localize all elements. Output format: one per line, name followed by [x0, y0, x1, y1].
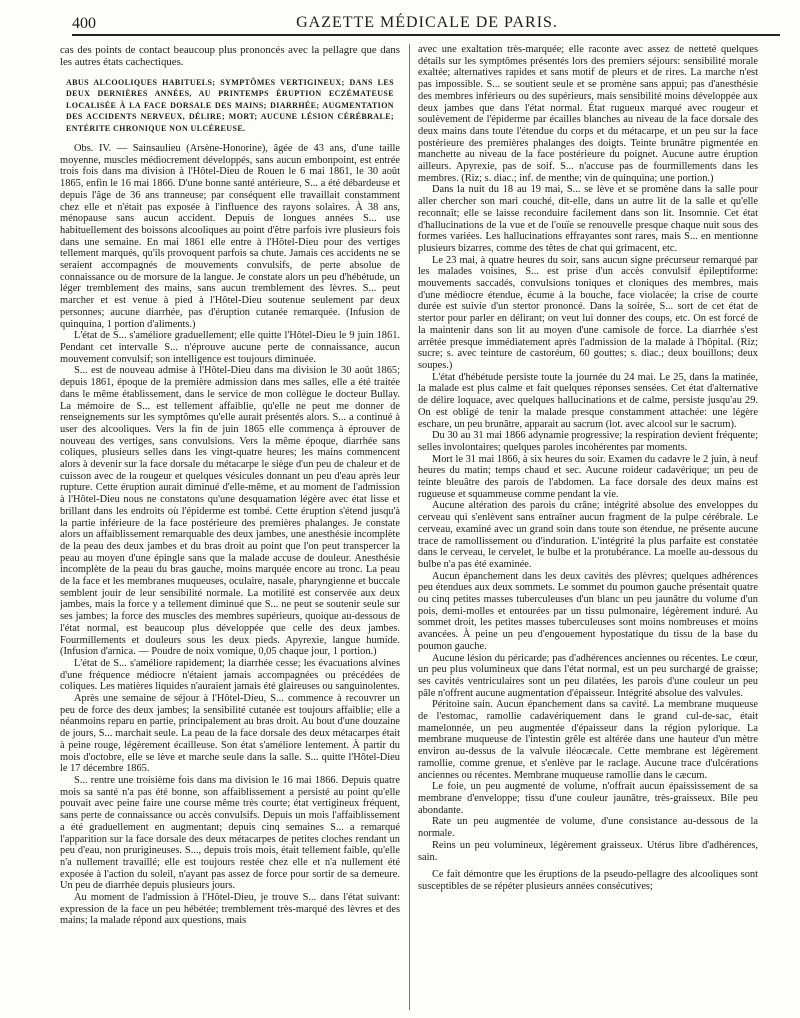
- paragraph: Obs. IV. — Sainsaulieu (Arsène-Honorine), âgée de 43 ans, d'une taille moyenne, muscles médiocrement développés, sans aucun embonpoint, est entrée trois fois dans ma division à l'Hôtel-Dieu de Rouen le 6 mai 1861, le 30 août 1865, enfin le 16 mai 1866. D'une bonne santé antérieure, S... a été débardeuse et depuis l'âge de 36 ans tranneuse; par conséquent elle travaillait constamment chez elle et n'était pas exposée à l'influence des rayons solaires. À 38 ans, ménopause sans aucun accident. Depuis de longues années S... use habituellement des boissons alcooliques au point d'être parfois ivre plusieurs fois dans une semaine. En mai 1861 elle entre à l'Hôtel-Dieu pour des vertiges tellement marqués, qu'ils provoquent parfois sa chute. Jamais ces accidents ne se seraient accompagnés de mouvements convulsifs, de perte absolue de connaissance ou de morsure de la langue. Je constate alors un peu d'hébétude, un léger tremblement des mains, sans aucun tremblement des lèvres. S... peut marcher et est venue à pied à l'Hôtel-Dieu soutenue seulement par deux personnes; aucune diarrhée, pas d'éruption cutanée remarquée. (Infusion de quinquina, 1 portion d'aliments.): [60, 143, 400, 330]
- paragraph: avec une exaltation très-marquée; elle raconte avec assez de netteté quelques détails sur les symptômes présentés lors des premiers séjours: sensibilité morale exaltée; alternatives rapides et sans motif de pleurs et de rires. La marche n'est pas impossible. S... se soutient seule et se promène sans appui; pas d'anesthésie des membres inférieurs ou des supérieurs, mais sensibilité moins développée aux deux jambes que dans l'état normal. État rugueux marqué avec rougeur et soulèvement de l'épiderme par écailles blanches au niveau de la face dorsale des deux mains dans toute l'étendue du corps et du métacarpe, et un peu sur la face postérieure des premières phalanges des doigts. Teinte brunâtre pigmentée en manchette au niveau de la face postérieure du poignet. Aucune autre éruption ailleurs. Apyrexie, pas de soif. S... n'accuse pas de fourmillements dans les membres. (Riz; s. diac.; inf. de menthe; vin de quinquina; une portion.): [418, 44, 758, 184]
- paragraph: L'état d'hébétude persiste toute la journée du 24 mai. Le 25, dans la matinée, la malade est plus calme et fait quelques réponses sensées. Cet état d'alternative de délire loquace, avec quelques hallucinations et de calme, persiste jusqu'au 29. On est obligé de tenir la malade presque constamment attachée: une légère eschare, un peu brunâtre, apparait au sacrum (lot. avec alcool sur le sacrum).: [418, 371, 758, 430]
- page-number: 400: [72, 15, 96, 32]
- paragraph: Le foie, un peu augmenté de volume, n'offrait aucun épaississement de sa membrane d'enveloppe; tissu d'une couleur jaunâtre, très-graisseux. Bile peu abondante.: [418, 781, 758, 816]
- paragraph: Aucun épanchement dans les deux cavités des plèvres; quelques adhérences peu étendues aux deux sommets. Le sommet du poumon gauche présentait quatre ou cinq petites masses tuberculeuses d'un blanc un peu jaunâtre du volume d'un pois, demi-molles et entourées par un tissu pulmonaire, légèrement induré. Au sommet droit, les petites masses tuberculeuses sont moins nombreuses et moins avancées. À peine un peu d'engouement hypostatique du tissu de la base du poumon gauche.: [418, 570, 758, 652]
- page-header: [72, 8, 782, 34]
- intro-paragraph: cas des points de contact beaucoup plus prononcés avec la pellagre que dans les autres états cachectiques.: [60, 44, 400, 68]
- paragraph: Aucune altération des parois du crâne; intégrité absolue des enveloppes du cerveau qui s'enlèvent sans entraîner aucun fragment de la pulpe cérébrale. Le cerveau, examiné avec un grand soin dans toute son étendue, ne présente aucune trace de ramollissement ou d'induration. L'intégrité la plus parfaite est constatée dans le cerveau, le cervelet, le bulbe et la protubérance. La moelle au-dessous du bulbe n'a pas été examinée.: [418, 500, 758, 570]
- left-column: [60, 44, 400, 1012]
- header-rule: [72, 34, 780, 36]
- publication-title: GAZETTE MÉDICALE DE PARIS.: [296, 14, 558, 31]
- paragraph: Le 23 mai, à quatre heures du soir, sans aucun signe précurseur remarqué par les malades voisines, S... est prise d'un accès convulsif épileptiforme: mouvements saccadés, convulsions toniques et cloniques des membres, mais d'une médiocre étendue, écume à la bouche, face violacée; la crise de courte durée est suivie d'un stertor prononcé. Dans la soirée, S... sort de cet état de stertor pour parler en délirant; on veut lui donner des coups, etc. On est forcé de la maintenir dans son lit au moyen d'une camisole de force. La diarrhée s'est arrêtée presque immédiatement après l'admission de la malade à l'hôpital. (Riz; sucre; s. avec teinture de castoréum, 60 gouttes; s. diac.; deux bouillons; deux soupes.): [418, 254, 758, 371]
- paragraph: Aucune lésion du péricarde; pas d'adhérences anciennes ou récentes. Le cœur, un peu plus volumineux que dans l'état normal, est un peu surchargé de graisse; ses cavités ventriculaires sont un peu dilatées, les parois d'une couleur un peu pâle n'offrent aucune augmentation d'épaisseur. Intégrité absolue des valvules.: [418, 652, 758, 699]
- paragraph: L'état de S... s'améliore rapidement; la diarrhée cesse; les évacuations alvines d'une fréquence médiocre n'étaient jamais accompagnées ou précédées de coliques. Les matières liquides n'auraient jamais été glaireuses ou sanguinolentes.: [60, 657, 400, 693]
- paragraph: Rate un peu augmentée de volume, d'une consistance au-dessous de la normale.: [418, 816, 758, 840]
- case-abstract: ABUS ALCOOLIQUES HABITUELS; SYMPTÔMES VERTIGINEUX; DANS LES DEUX DERNIÈRES ANNÉES, AU PRINTEMPS ÉRUPTION ECZÉMATEUSE LOCALISÉE À LA FACE DORSALE DES MAINS; DIARRHÉE; AUGMENTATION DES ACCIDENTS NERVEUX, DÉLIRE; MORT; AUCUNE LÉSION CÉRÉBRALE; ENTÉRITE CHRONIQUE NON ULCÉREUSE.: [66, 78, 394, 133]
- paragraph: Du 30 au 31 mai 1866 adynamie progressive; la respiration devient fréquente; selles involontaires; quelques paroles incohérentes par moments.: [418, 430, 758, 453]
- paragraph: Dans la nuit du 18 au 19 mai, S... se lève et se promène dans la salle pour aller chercher son mari couché, dit-elle, dans un autre lit de la salle et qu'elle reconnaît; elle se laisse reconduire facilement dans son lit. Insomnie. Cet état d'hallucinations de la vue et de l'ouïe se renouvelle presque chaque nuit sous des formes variées. Les hallucinations effrayantes sont rares, mais S... en mentionne plusieurs bizarres, comme des têtes de chat qui grimacent, etc.: [418, 184, 758, 254]
- paragraph: L'état de S... s'améliore graduellement; elle quitte l'Hôtel-Dieu le 9 juin 1861. Pendant cet intervalle S... n'éprouve aucune perte de connaissance, aucun mouvement convulsif; son intelligence est toujours diminuée.: [60, 330, 400, 365]
- paragraph: S... est de nouveau admise à l'Hôtel-Dieu dans ma division le 30 août 1865; depuis 1861, époque de la première admission dans mes salles, elle a été traitée dans le même établissement, dans le service de mon collègue le docteur Bullay. La mémoire de S... est tellement affaiblie, qu'elle ne peut me donner de renseignements sur les symptômes qu'elle aurait présentés alors. S... a continué à user des alcooliques. Vers la fin de juin 1865 elle commença à éprouver de nouveau des vertiges, sans convulsions. Vers la même époque, diarrhée sans coliques, plusieurs selles dans les vingt-quatre heures; les mains commencent alors à devenir sur la face dorsale du métacarpe le siège d'un peu de chaleur et de cuisson avec de la rougeur et quelques vésicules donnant un peu d'eau après leur rupture. Cette éruption aurait diminué d'elle-même, et au moment de l'admission à l'Hôtel-Dieu nous ne constatons qu'une desquamation légère avec état lisse et brillant dans les endroits où l'épiderme est tombé. Cette éruption s'étend jusqu'à la partie inférieure de la face postérieure des premières phalanges. Je constate alors un affaiblissement remarquable des deux jambes, une anesthésie incomplète de la peau des deux jambes et du bras droit au point que l'on peut transpercer la peau au moyen d'une épingle sans que la malade accuse de douleur. Anesthésie incomplète de la peau du bras gauche, moins marquée encore au tronc. La peau de la face et les membranes muqueuses, oculaire, nasale, pharyngienne et buccale semblent jouir de leur sensibilité normale. La motilité est conservée aux deux jambes, mais la force y a tellement diminué que S... ne peut se soutenir seule sur ses jambes; la force des muscles des membres supérieurs, quoique au-dessous de l'état normal, est beaucoup plus développée que celle des deux jambes. Fourmillements et douleurs sous les deux pieds. Apyrexie, langue humide. (Infusion d'arnica. — Poudre de noix vomique, 0,05 chaque jour, 1 portion.): [60, 365, 400, 658]
- paragraph: Après une semaine de séjour à l'Hôtel-Dieu, S... commence à recouvrer un peu de force des deux jambes; la sensibilité cutanée est toujours affaiblie; elle a néanmoins reparu en partie, principalement au bras droit. Au bout d'une douzaine de jours, S... marchait seule. La peau de la face dorsale des deux métacarpes était à peine rouge, légèrement écailleuse. Son état s'améliore lentement. À partir du mois d'octobre, elle se lève et marche seule dans la salle. S... quitte l'Hôtel-Dieu le 17 décembre 1865.: [60, 693, 400, 775]
- column-divider: [409, 44, 410, 1010]
- conclusion-paragraph: Ce fait démontre que les éruptions de la pseudo-pellagre des alcooliques sont susceptibles de se répéter plusieurs années consécutives;: [418, 869, 758, 892]
- paragraph: Au moment de l'admission à l'Hôtel-Dieu, je trouve S... dans l'état suivant: expression de la face un peu hébétée; tremblement très-marqué des lèvres et des mains; la malade répond aux questions, mais: [60, 892, 400, 927]
- paragraph: Mort le 31 mai 1866, à six heures du soir. Examen du cadavre le 2 juin, à neuf heures du matin; temps chaud et sec. Aucune roideur cadavérique; un peu de teinte bleuâtre des parois de l'abdomen. La face dorsale des deux mains est rugueuse et squammeuse comme pendant la vie.: [418, 453, 758, 500]
- paragraph: S... rentre une troisième fois dans ma division le 16 mai 1866. Depuis quatre mois sa santé n'a pas été bonne, son affaiblissement a persisté au point qu'elle pouvait avec peine faire une course même très courte; état vertigineux fréquent, sans perte de connaissance ou accès convulsifs. Depuis un mois l'affaiblissement a été graduellement en augmentant; depuis cinq semaines S... a remarqué l'apparition sur la face dorsale des deux métacarpes de petites cloches rendant un peu d'eau, non prurigineuses. S..., depuis trois mois, était tellement faible, qu'elle n'a nullement travaillé; elle est toujours restée chez elle et n'a nullement été exposée à l'action du soleil, n'ayant pas assez de force pour sortir de sa demeure. Un peu de diarrhée depuis plusieurs jours.: [60, 775, 400, 892]
- right-column: [418, 44, 758, 1012]
- paragraph: Reins un peu volumineux, légèrement graisseux. Utérus libre d'adhérences, sain.: [418, 839, 758, 863]
- paragraph: Péritoine sain. Aucun épanchement dans sa cavité. La membrane muqueuse de l'estomac, ramollie cadavériquement dans le grand cul-de-sac, était mamelonnée, un peu augmentée d'épaisseur dans la région pylorique. La membrane muqueuse de l'intestin grêle est altérée dans une hauteur d'un mètre environ au-dessus de la valvule iléocæcale. Cette membrane est légèrement ramollie, comme grenue, et s'enlève par le raclage. Aucune trace d'ulcérations anciennes ou récentes. Membrane muqueuse ramollie dans le cæcum.: [418, 699, 758, 781]
